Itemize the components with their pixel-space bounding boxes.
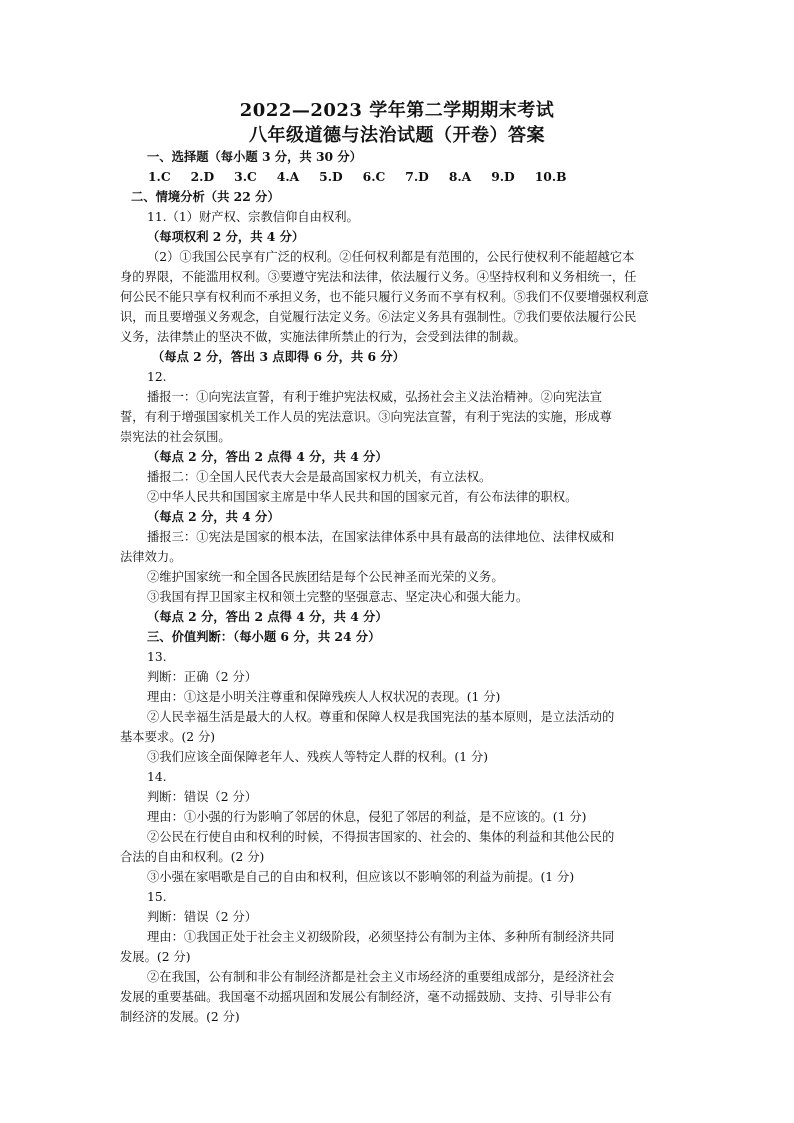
score-note: （每点 2 分，答出 3 点即得 6 分，共 6 分）: [152, 349, 405, 364]
answer-item: 8.A: [448, 169, 472, 184]
q11-part2-line: 识，而且要增强义务观念，自觉履行法定义务。⑥法定义务具有强制性。⑦我们要依法履行公民: [120, 310, 637, 324]
report-3-line: ③我国有捍卫国家主权和领土完整的坚强意志、坚定决心和强大能力。: [147, 590, 529, 604]
section-3-heading: 三、价值判断：（每小题 6 分，共 24 分）: [147, 629, 381, 644]
report-1-line: 播报一：①向宪法宣誓，有利于维护宪法权威，弘扬社会主义法治精神。②向宪法宣: [147, 390, 602, 404]
exam-subtitle: 八年级道德与法治试题（开卷）答案: [249, 125, 545, 146]
q15-reason-line: 制经济的发展。(2 分): [120, 1010, 240, 1024]
q15-reason-line: ②在我国，公有制和非公有制经济都是社会主义市场经济的重要组成部分，是经济社会: [147, 970, 615, 984]
q15-number: 15.: [147, 890, 167, 904]
q14-reason-line: ②公民在行使自由和权利的时候，不得损害国家的、社会的、集体的利益和其他公民的: [147, 830, 615, 844]
report-3-line: 播报三：①宪法是国家的根本法，在国家法律体系中具有最高的法律地位、法律权威和: [147, 530, 615, 544]
q14-number: 14.: [147, 770, 167, 784]
report-1-line: 崇宪法的社会氛围。: [120, 430, 231, 444]
q15-reason-line: 发展的重要基础。我国毫不动摇巩固和发展公有制经济，毫不动摇鼓励、支持、引导非公有: [120, 990, 612, 1004]
answer-item: 9.D: [491, 169, 515, 184]
q14-reason-line: 理由：①小强的行为影响了邻居的休息，侵犯了邻居的利益，是不应该的。(1 分): [147, 810, 587, 824]
q14-reason-line: ③小强在家唱歌是自己的自由和权利，但应该以不影响邻的利益为前提。(1 分): [147, 870, 575, 884]
answer-item: 1.C: [148, 169, 171, 184]
answer-item: 7.D: [405, 169, 429, 184]
q13-reason-line: 基本要求。(2 分): [120, 730, 216, 744]
q13-number: 13.: [147, 650, 167, 664]
answer-item: 4.A: [276, 169, 300, 184]
score-note: （每点 2 分，答出 2 点得 4 分，共 4 分）: [147, 609, 388, 624]
q11-part1-answer: 11.（1）财产权、宗教信仰自由权利。: [147, 210, 359, 224]
q12-number: 12.: [147, 370, 167, 384]
report-3-line: ②维护国家统一和全国各民族团结是每个公民神圣而光荣的义务。: [147, 570, 504, 584]
report-3-line: 法律效力。: [120, 550, 182, 564]
q13-reason-line: ③我们应该全面保障老年人、残疾人等特定人群的权利。(1 分): [147, 750, 489, 764]
answer-item: 2.D: [190, 169, 215, 184]
report-1-line: 誓，有利于增强国家机关工作人员的宪法意识。③向宪法宣誓，有利于宪法的实施，形成尊: [120, 410, 612, 424]
score-note: （每点 2 分，答出 2 点得 4 分，共 4 分）: [147, 449, 388, 464]
q11-part2-line: （2）①我国公民享有广泛的权利。②任何权利都是有范围的，公民行使权利不能超越它本: [147, 250, 635, 264]
answer-item: 5.D: [319, 169, 343, 184]
exam-title: 2022—2023 学年第二学期期末考试: [239, 100, 555, 121]
score-note: （每项权利 2 分，共 4 分）: [147, 229, 305, 244]
q13-judgement: 判断：正确（2 分）: [147, 670, 258, 684]
answer-item: 10.B: [534, 169, 567, 184]
report-2-line: ②中华人民共和国国家主席是中华人民共和国的国家元首，有公布法律的职权。: [147, 490, 578, 504]
choice-answers: [148, 167, 708, 187]
q11-part2-line: 何公民不能只享有权利而不承担义务，也不能只履行义务而不享有权利。⑤我们不仅要增强权利意: [120, 290, 649, 304]
score-note: （每点 2 分，共 4 分）: [147, 509, 280, 524]
answer-item: 3.C: [234, 169, 257, 184]
q13-reason-line: 理由：①这是小明关注尊重和保障残疾人人权状况的表现。(1 分): [147, 690, 501, 704]
section-2-heading: 二、情境分析（共 22 分）: [131, 189, 280, 204]
q15-reason-line: 发展。(2 分): [120, 950, 191, 964]
q14-reason-line: 合法的自由和权利。(2 分): [120, 850, 265, 864]
q15-reason-line: 理由：①我国正处于社会主义初级阶段，必须坚持公有制为主体、多种所有制经济共同: [147, 930, 615, 944]
q13-reason-line: ②人民幸福生活是最大的人权。尊重和保障人权是我国宪法的基本原则，是立法活动的: [147, 710, 615, 724]
answer-item: 6.C: [362, 169, 386, 184]
report-2-line: 播报二：①全国人民代表大会是最高国家权力机关，有立法权。: [147, 470, 492, 484]
q14-judgement: 判断：错误（2 分）: [147, 790, 258, 804]
q11-part2-line: 身的界限，不能滥用权利。③要遵守宪法和法律，依法履行义务。④坚持权利和义务相统一，任: [120, 270, 637, 284]
section-1-heading: 一、选择题（每小题 3 分，共 30 分）: [147, 149, 362, 164]
q11-part2-line: 义务，法律禁止的坚决不做，实施法律所禁止的行为，会受到法律的制裁。: [120, 330, 526, 344]
q15-judgement: 判断：错误（2 分）: [147, 910, 258, 924]
